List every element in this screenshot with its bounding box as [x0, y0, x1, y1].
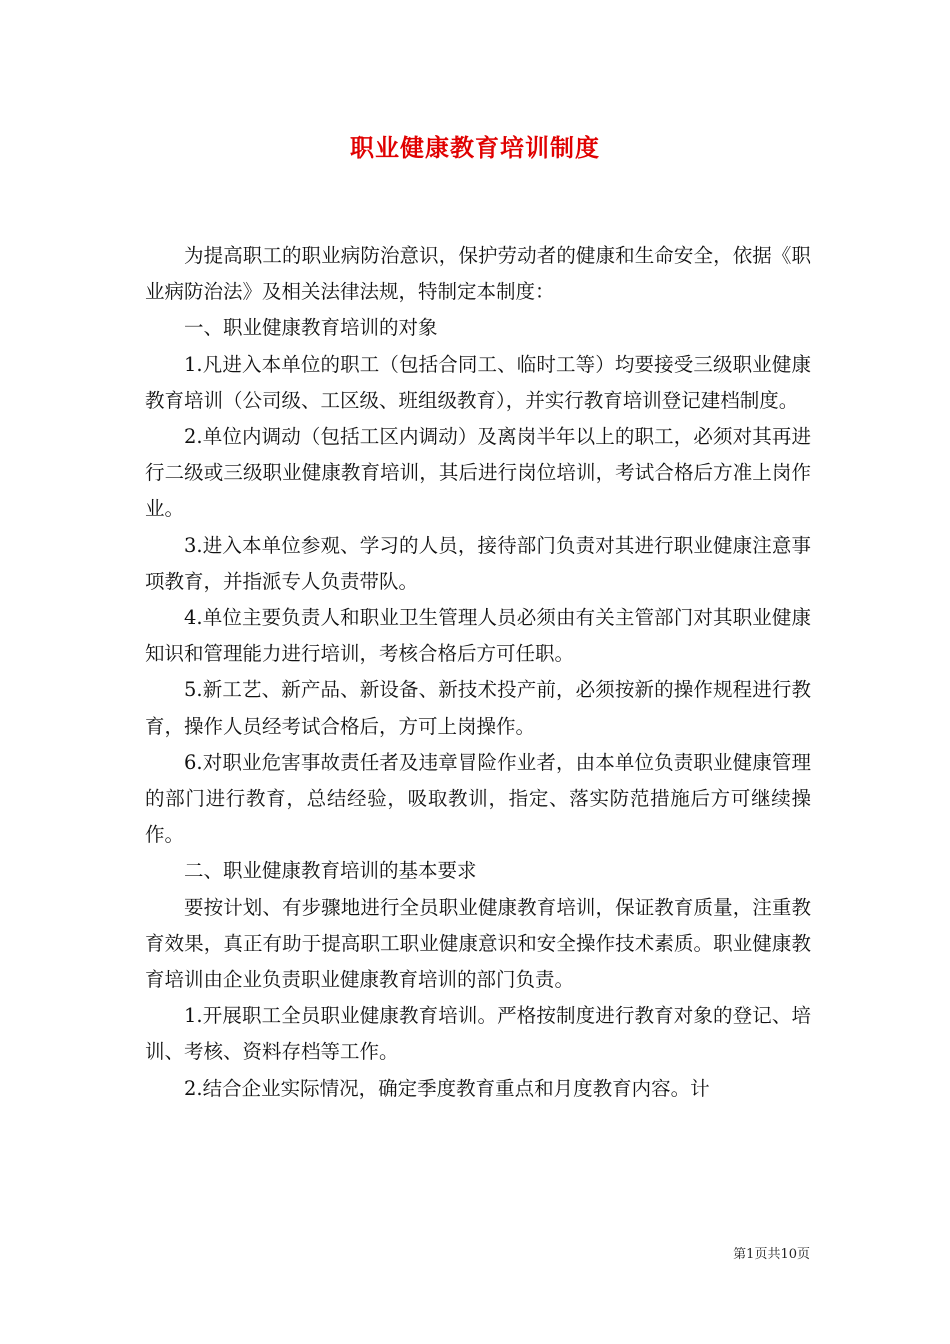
section-heading: 二、职业健康教育培训的基本要求 — [184, 859, 477, 883]
paragraph: 2.结合企业实际情况，确定季度教育重点和月度教育内容。计 — [184, 1076, 710, 1100]
document-title: 职业健康教育培训制度 — [350, 133, 600, 162]
paragraph: 4.单位主要负责人和职业卫生管理人员必须由有关主管部门对其职业健康知识和管理能力进行培训，考核合格后方可任职。 — [145, 606, 811, 666]
section-heading: 一、职业健康教育培训的对象 — [184, 316, 438, 340]
paragraph: 为提高职工的职业病防治意识，保护劳动者的健康和生命安全，依据《职业病防治法》及相关法律法规，特制定本制度： — [145, 244, 811, 304]
paragraph: 1.凡进入本单位的职工（包括合同工、临时工等）均要接受三级职业健康教育培训（公司级、工区级、班组级教育），并实行教育培训登记建档制度。 — [145, 352, 811, 412]
page-number: 第1页共10页 — [733, 1247, 810, 1262]
paragraph: 6.对职业危害事故责任者及违章冒险作业者，由本单位负责职业健康管理的部门进行教育，总结经验，吸取教训，指定、落实防范措施后方可继续操作。 — [145, 750, 811, 847]
paragraph: 1.开展职工全员职业健康教育培训。严格按制度进行教育对象的登记、培训、考核、资料存档等工作。 — [145, 1004, 811, 1064]
paragraph: 要按计划、有步骤地进行全员职业健康教育培训，保证教育质量，注重教育效果，真正有助于提高职工职业健康意识和安全操作技术素质。职业健康教育培训由企业负责职业健康教育培训的部门负责。 — [145, 895, 811, 992]
paragraph: 2.单位内调动（包括工区内调动）及离岗半年以上的职工，必须对其再进行二级或三级职业健康教育培训，其后进行岗位培训，考试合格后方准上岗作业。 — [145, 425, 811, 521]
paragraph: 5.新工艺、新产品、新设备、新技术投产前，必须按新的操作规程进行教育，操作人员经考试合格后，方可上岗操作。 — [145, 678, 811, 738]
document-body — [145, 238, 811, 1107]
paragraph: 3.进入本单位参观、学习的人员，接待部门负责对其进行职业健康注意事项教育，并指派专人负责带队。 — [145, 533, 811, 593]
